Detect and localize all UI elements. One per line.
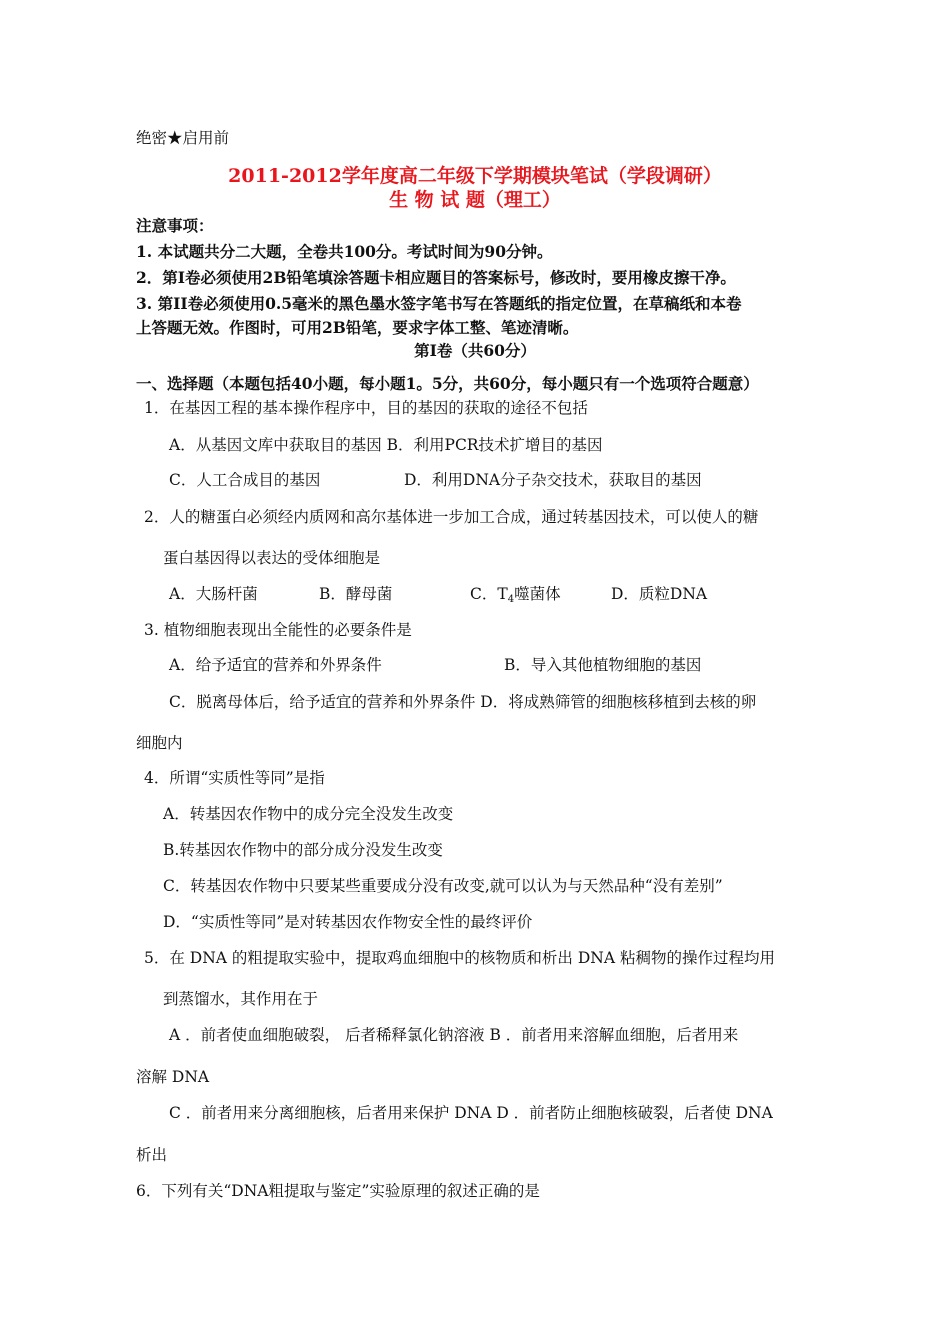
q4-option-a: A．转基因农作物中的成分完全没发生改变 <box>163 805 454 823</box>
exam-subtitle: 生 物 试 题（理工） <box>389 189 561 211</box>
q1-option-d: D．利用DNA分子杂交技术，获取目的基因 <box>404 471 702 489</box>
part-title: 第Ⅰ卷（共60分） <box>414 341 536 360</box>
q4-option-b: B.转基因农作物中的部分成分没发生改变 <box>163 841 443 859</box>
notice-item-3: 3. 第II卷必须使用0.5毫米的黑色墨水签字笔书写在答题纸的指定位置，在草稿纸和本卷 <box>136 294 742 313</box>
secret-mark: 绝密★启用前 <box>136 129 230 147</box>
q4-option-d: D．“实质性等同”是对转基因农作物安全性的最终评价 <box>163 913 533 931</box>
q5-options-ab-cont: 溶解 DNA <box>136 1068 210 1086</box>
q2-option-b: B．酵母菌 <box>319 585 393 603</box>
q2-stem-cont: 蛋白基因得以表达的受体细胞是 <box>163 549 381 567</box>
q2-option-c: C．$T_4$噬菌体 <box>470 585 561 605</box>
notice-item-3-cont: 上答题无效。作图时，可用2B铅笔，要求字体工整、笔迹清晰。 <box>136 318 579 337</box>
q3-options-cd-cont: 细胞内 <box>136 734 183 752</box>
q2-option-d: D．质粒DNA <box>611 585 708 603</box>
q5-options-cd-cont: 析出 <box>136 1146 168 1164</box>
q4-option-c: C．转基因农作物中只要某些重要成分没有改变,就可以认为与天然品种“没有差别” <box>163 877 723 895</box>
q5-options-ab: A ．前者使血细胞破裂， 后者稀释氯化钠溶液 B ．前者用来溶解血细胞，后者用来 <box>169 1026 739 1044</box>
section-heading: 一、选择题（本题包括40小题，每小题1。5分，共60分，每小题只有一个选项符合题意） <box>136 374 759 393</box>
notice-heading: 注意事项： <box>136 216 214 235</box>
q5-stem-cont: 到蒸馏水，其作用在于 <box>163 990 319 1008</box>
notice-item-1: 1. 本试题共分二大题，全卷共100分。考试时间为90分钟。 <box>136 242 553 261</box>
q3-option-b: B．导入其他植物细胞的基因 <box>504 656 702 674</box>
q1-options-ab: A．从基因文库中获取目的基因 B．利用PCR技术扩增目的基因 <box>169 436 603 454</box>
q3-option-a: A．给予适宜的营养和外界条件 <box>169 656 382 674</box>
q1-option-c: C．人工合成目的基因 <box>169 471 321 489</box>
q6-stem: 6．下列有关“DNA粗提取与鉴定”实验原理的叙述正确的是 <box>136 1182 540 1200</box>
q4-stem: 4．所谓“实质性等同”是指 <box>144 769 325 787</box>
q2-stem: 2．人的糖蛋白必须经内质网和高尔基体进一步加工合成，通过转基因技术，可以使人的糖 <box>144 508 759 526</box>
notice-item-2: 2．第Ⅰ卷必须使用2B铅笔填涂答题卡相应题目的答案标号，修改时，要用橡皮擦干净。 <box>136 268 736 287</box>
q1-stem: 1．在基因工程的基本操作程序中，目的基因的获取的途径不包括 <box>144 399 588 417</box>
q5-stem: 5．在 DNA 的粗提取实验中，提取鸡血细胞中的核物质和析出 DNA 粘稠物的操作过程均用 <box>144 949 775 967</box>
exam-title: 2011-2012学年度高二年级下学期模块笔试（学段调研） <box>228 165 722 187</box>
q2-option-a: A．大肠杆菌 <box>169 585 258 603</box>
q3-options-cd: C．脱离母体后，给予适宜的营养和外界条件 D．将成熟筛管的细胞核移植到去核的卵 <box>169 693 757 711</box>
q5-options-cd: C ．前者用来分离细胞核，后者用来保护 DNA D ．前者防止细胞核破裂，后者使 DNA <box>169 1104 773 1122</box>
q3-stem: 3. 植物细胞表现出全能性的必要条件是 <box>144 621 412 639</box>
